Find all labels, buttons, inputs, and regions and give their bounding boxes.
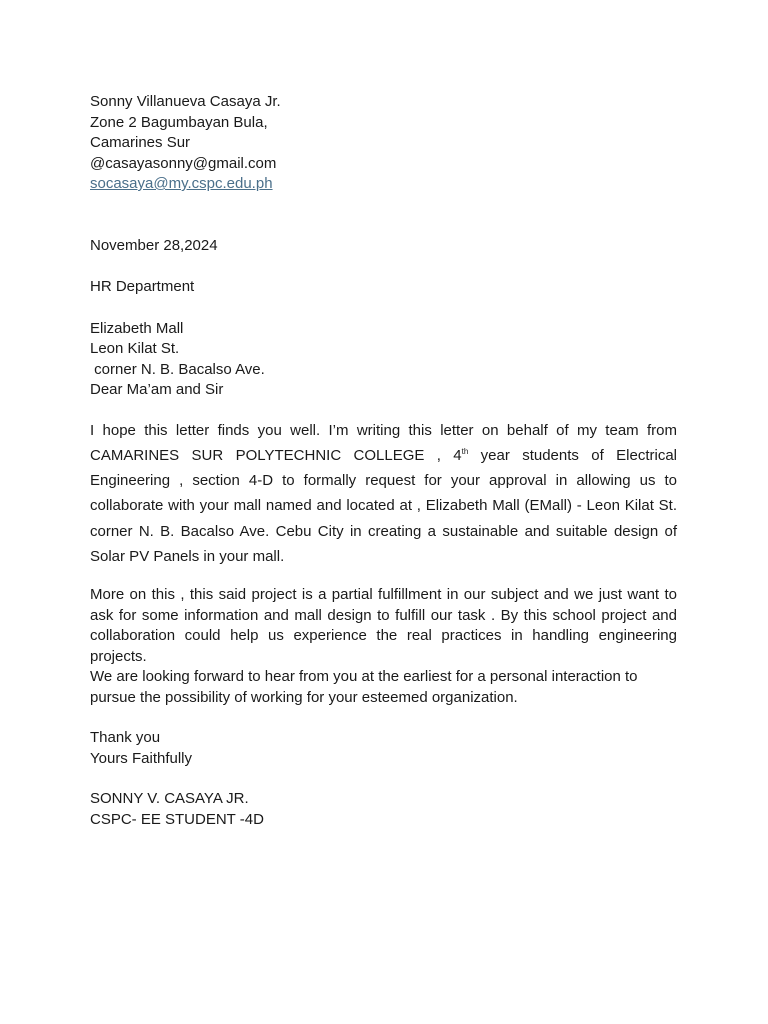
recipient-company: Elizabeth Mall [90,319,184,337]
body-paragraph-2: More on this , this said project is a partial fulfillment in our subject and we just want to ask for some information and mall design to fulfill our task . By this school project and collaboration could help us experience the real practices in handling engineering projects. [90,586,677,665]
sender-email-school-link[interactable]: socasaya@my.cspc.edu.ph [90,175,273,192]
recipient-department: HR Department [90,278,195,295]
recipient-street: Leon Kilat St. [90,340,180,357]
letter-date: November 28,2024 [90,236,218,254]
sender-name: Sonny Villanueva Casaya Jr. [90,93,281,110]
sender-address-line2: Camarines Sur [90,134,191,151]
sender-email-personal: @casayasonny@gmail.com [90,154,277,172]
signature-name: SONNY V. CASAYA JR. [90,790,249,808]
recipient-corner: corner N. B. Bacalso Ave. [90,360,265,378]
body-paragraph-1-text-start: I hope this letter finds you well. I’m writing this letter on behalf of my team from CAMARINES SUR POLYTECHNIC COLLEGE , 4 [90,421,677,464]
recipient-address-block [90,319,677,401]
closing-valediction: Yours Faithfully [90,749,192,767]
sender-block [90,92,677,195]
closing-block [90,728,677,769]
body-paragraph-1-text-end: year students of Electrical Engineering , section 4-D to formally request for your approval in allowing us to collaborate with your mall named and located at , Elizabeth Mall (EMall) - Leon Kilat St. corner N. B. Bacalso Ave. Cebu City in creating a sustainable and suitable design of Solar PV Panels in your mall. [90,446,677,565]
body-paragraph-3: We are looking forward to hear from you at the earliest for a personal interaction to pursue the possibility of working for your esteemed organization. [90,668,638,706]
letter-page [90,92,677,830]
signature-title: CSPC- EE STUDENT -4D [90,810,264,828]
signature-block [90,789,677,830]
ordinal-suffix: th [461,446,469,456]
body-paragraph-1 [90,418,677,570]
closing-thanks: Thank you [90,729,161,747]
salutation: Dear Ma’am and Sir [90,381,224,398]
sender-address-line1: Zone 2 Bagumbayan Bula, [90,113,268,131]
